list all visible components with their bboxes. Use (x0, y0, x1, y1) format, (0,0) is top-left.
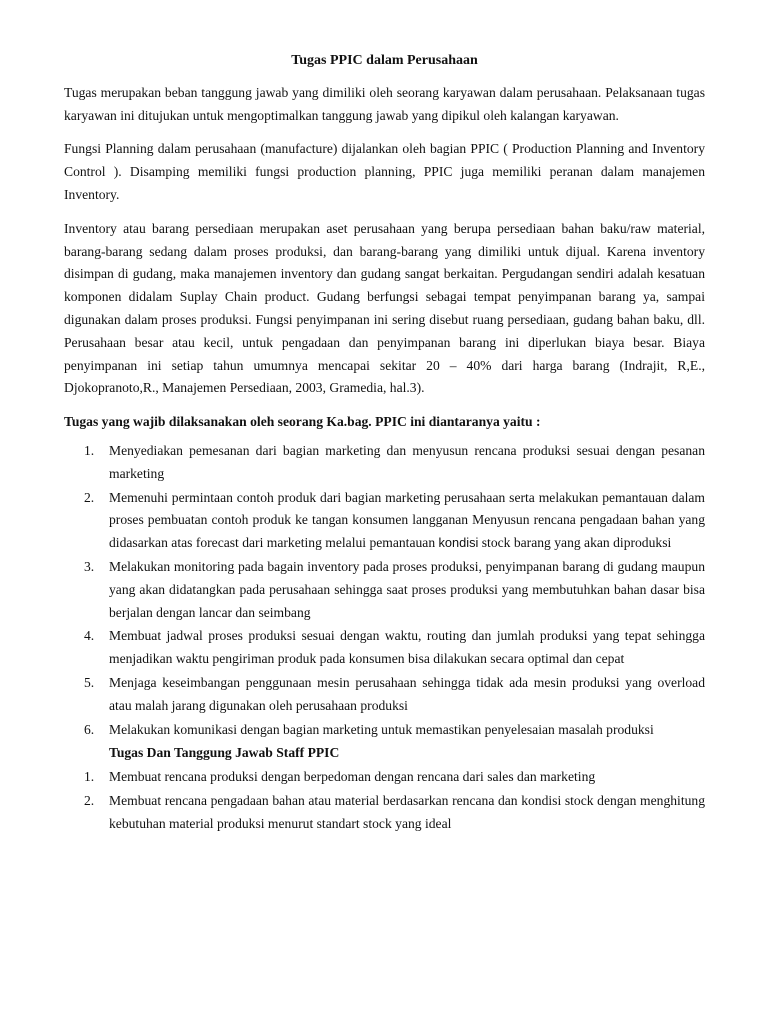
duties-list (64, 440, 705, 741)
list-number: 1. (84, 769, 95, 785)
staff-duties-list (64, 766, 705, 835)
paragraph-fungsi-planning: Fungsi Planning dalam perusahaan (manufacture) dijalankan oleh bagian PPIC ( Production Planning and Inventory Control ). Disamping memiliki fungsi production planning, PPIC juga memiliki peranan dalam manajemen Inventory. (64, 141, 705, 202)
staff-heading: Tugas Dan Tanggung Jawab Staff PPIC (109, 745, 340, 761)
list-text: Membuat rencana pengadaan bahan atau material berdasarkan rencana dan kondisi stock dengan menghitung kebutuhan material produksi menurut standart stock yang ideal (109, 792, 705, 831)
list-item (64, 719, 705, 742)
list-text: Menyediakan pemesanan dari bagian marketing dan menyusun rencana produksi sesuai dengan pesanan marketing (109, 442, 705, 481)
list-text: Memenuhi permintaan contoh produk dari bagian marketing perusahaan serta melakukan pemantauan dalam proses pembuatan contoh produk ke tangan konsumen langganan Menyusun rencana pengadaan bahan yang didasarkan atas forecast dari marketing melalui pemantauan (109, 489, 705, 551)
document-title: Tugas PPIC dalam Perusahaan (291, 53, 478, 68)
list-text: Melakukan komunikasi dengan bagian marketing untuk memastikan penyelesaian masalah produksi (109, 721, 654, 737)
list-item (64, 766, 705, 789)
paragraph-tugas: Tugas merupakan beban tanggung jawab yang dimiliki oleh seorang karyawan dalam perusahaan. Pelaksanaan tugas karyawan ini ditujukan untuk mengoptimalkan tanggung jawab yang dipikul oleh kalangan karyawan. (64, 84, 705, 123)
list-number: 5. (84, 674, 95, 690)
list-text: Melakukan monitoring pada bagain inventory pada proses produksi, penyimpanan barang di gudang maupun yang akan didatangkan pada perusahaan sehingga saat proses produksi yang membutuhkan bahan dasar bisa berjalan dengan lancar dan seimbang (109, 558, 705, 620)
list-text-sans: kondisi (438, 535, 479, 551)
list-item (64, 672, 705, 718)
list-text: Membuat rencana produksi dengan berpedoman dengan rencana dari sales dan marketing (109, 769, 596, 785)
list-number: 2. (84, 489, 95, 505)
list-number: 4. (84, 628, 95, 644)
list-number: 3. (84, 558, 95, 574)
list-item (64, 487, 705, 555)
list-number: 2. (84, 792, 95, 808)
list-item (64, 625, 705, 671)
list-item (64, 790, 705, 836)
paragraph-inventory: Inventory atau barang persediaan merupakan aset perusahaan yang berupa persediaan bahan baku/raw material, barang-barang sedang dalam proses produksi, dan barang-barang yang dimiliki untuk dijual. Karena inventory disimpan di gudang, maka manajemen inventory dan gudang sangat berkaitan. Pergudangan sendiri adalah kesatuan komponen didalam Suplay Chain product. Gudang berfungsi sebagai tempat penyimpanan barang ya, sampai digunakan dalam proses produksi. Fungsi penyimpanan ini sering disebut ruang persediaan, gudang bahan baku, dll. Perusahaan besar atau kecil, untuk pengadaan dan penyimpanan barang ini diperlukan biaya besar. Biaya penyimpanan ini setiap tahun umumnya mencapai sekitar 20 – 40% dari harga barang (Indrajit, R,E., Djokopranoto,R., Manajemen Persediaan, 2003, Gramedia, hal.3). (64, 220, 705, 396)
list-text: Menjaga keseimbangan penggunaan mesin perusahaan sehingga tidak ada mesin produksi yang overload atau malah jarang digunakan oleh perusahaan produksi (109, 674, 705, 713)
list-item (64, 440, 705, 486)
list-text: stock barang yang akan diproduksi (478, 535, 672, 551)
document-page (64, 50, 705, 837)
list-text: Membuat jadwal proses produksi sesuai dengan waktu, routing dan jumlah produksi yang tepat sehingga menjadikan waktu pengiriman produk pada konsumen bisa dilakukan secara optimal dan cepat (109, 628, 705, 667)
duties-heading: Tugas yang wajib dilaksanakan oleh seorang Ka.bag. PPIC ini diantaranya yaitu : (64, 414, 541, 430)
list-number: 6. (84, 721, 95, 737)
list-number: 1. (84, 442, 95, 458)
list-item (64, 556, 705, 624)
